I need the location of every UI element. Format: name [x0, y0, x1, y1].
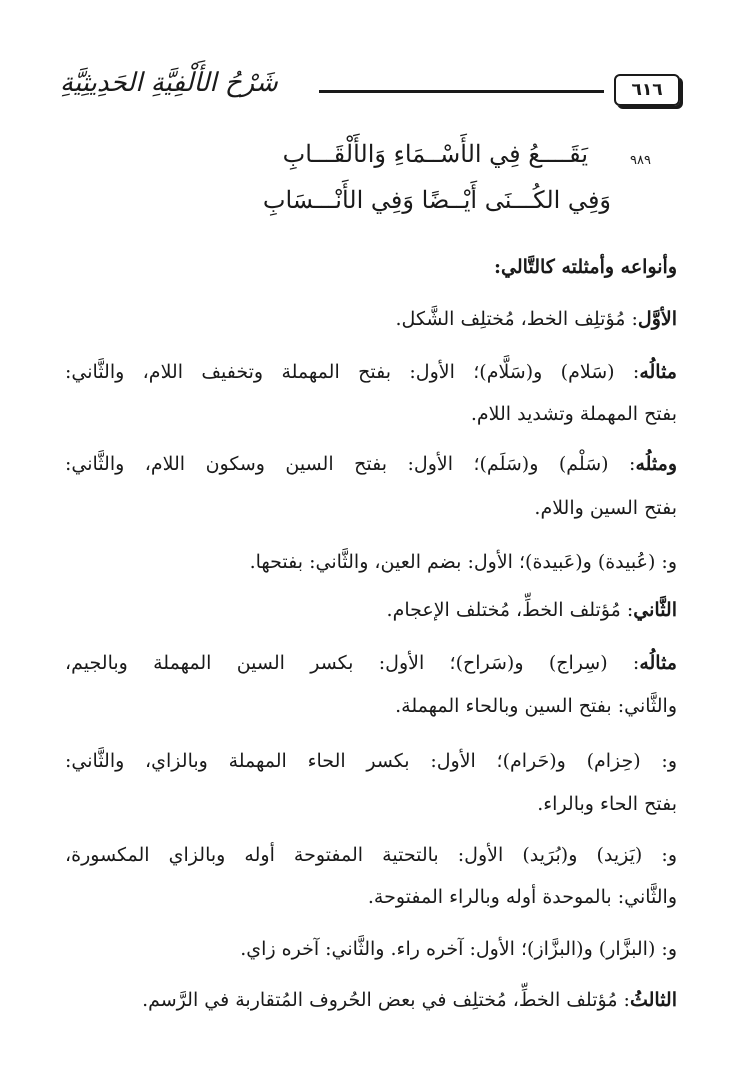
example-4-line	[65, 654, 677, 673]
intro-line	[65, 258, 677, 277]
example-4-label: مثالُه	[639, 652, 677, 674]
verse-number: ٩٨٩	[630, 153, 651, 168]
first-type-text: : مُؤتلِف الخط، مُختلِف الشَّكل.	[395, 308, 638, 330]
example-6-continuation: والثَّاني: بالموحدة أوله وبالراء المفتوحة.	[367, 886, 677, 908]
page-header	[60, 68, 680, 118]
example-3-line: و: (عُبيدة) و(عَبيدة)؛ الأول: بضم العين، والثَّاني: بفتحها.	[249, 551, 677, 573]
header-rule	[319, 90, 604, 93]
third-type-text: : مُؤتلف الخطِّ، مُختلِف في بعض الحُروف المُتقاربة في الرَّسم.	[142, 989, 630, 1011]
verse-line-1: يَقَــــعُ فِي الأَسْــمَاءِ وَالأَلْقَـــابِ	[282, 140, 588, 168]
page-number: ٦١٦	[614, 74, 680, 106]
example-4-continuation: والثَّاني: بفتح السين وبالحاء المهملة.	[395, 695, 677, 717]
third-type-line	[65, 991, 677, 1010]
example-1-continuation: بفتح المهملة وتشديد اللام.	[470, 403, 677, 425]
example-4-text: : (سِراج) و(سَراح)؛ الأول: بكسر السين المهملة وبالجيم،	[65, 652, 640, 674]
example-1-label: مثالُه	[639, 361, 677, 383]
first-type-line	[65, 310, 677, 329]
second-type-text: : مُؤتلف الخطِّ، مُختلف الإعجام.	[386, 599, 634, 621]
example-1-text: : (سَلام) و(سَلَّام)؛ الأول: بفتح المهملة وتخفيف اللام، والثَّاني:	[65, 361, 640, 383]
second-type-label: الثَّاني	[633, 599, 677, 621]
example-7-line: و: (البزَّار) و(البزَّاز)؛ الأول: آخره راء. والثَّاني: آخره زاي.	[240, 938, 677, 960]
example-6-line: و: (يَزيد) و(بُرَيد) الأول: بالتحتية المفتوحة أوله وبالزاي المكسورة،	[65, 844, 677, 866]
example-2-text: : (سَلْم) و(سَلَم)؛ الأول: بفتح السين وسكون اللام، والثَّاني:	[65, 453, 636, 475]
example-1-line	[65, 363, 677, 382]
example-5-continuation: بفتح الحاء وبالراء.	[537, 793, 677, 815]
example-2-continuation: بفتح السين واللام.	[534, 497, 677, 519]
second-type-line	[65, 601, 677, 620]
example-2-line	[65, 455, 677, 474]
third-type-label: الثالثُ	[629, 989, 677, 1011]
intro-text: وأنواعه وأمثلته كالتَّالي:	[494, 256, 677, 278]
verse-line-2: وَفِي الكُـــنَى أَيْــضًا وَفِي الأَنْـــسَابِ	[262, 186, 611, 214]
first-type-label: الأوَّل	[637, 308, 677, 330]
book-title: شَرْحُ الأَلْفِيَّةِ الحَدِيثِيَّةِ	[60, 68, 278, 98]
example-5-line: و: (حِزام) و(حَرام)؛ الأول: بكسر الحاء المهملة وبالزاي، والثَّاني:	[65, 750, 677, 772]
example-2-label: ومثلُه	[635, 453, 677, 475]
